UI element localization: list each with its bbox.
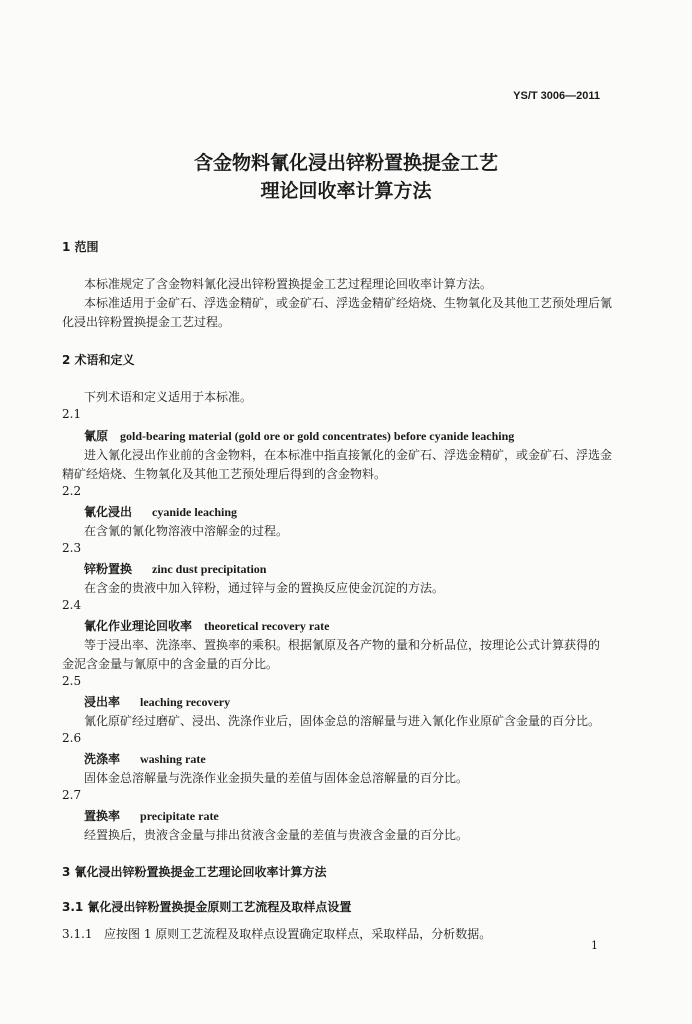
term-zh: 锌粉置换 <box>84 562 133 576</box>
term-2-5 <box>84 693 230 710</box>
term-2-2 <box>84 503 237 520</box>
term-2-5-definition: 氰化原矿经过磨矿、浸出、洗涤作业后，固体金总的溶解量与进入氰化作业原矿含金量的百分比。 <box>84 714 601 728</box>
term-2-1-definition: 进入氰化浸出作业前的含金物料，在本标准中指直接氰化的金矿石、浮选金精矿，或金矿石、浮选金 <box>84 448 613 462</box>
term-2-6 <box>84 750 206 767</box>
term-zh: 氰化浸出 <box>84 505 133 519</box>
term-2-4-definition: 等于浸出率、洗涤率、置换率的乘积。根据氰原及各产物的量和分析品位，按理论公式计算获得的 <box>84 638 601 652</box>
section-1-heading: 1 范围 <box>62 240 99 254</box>
section-2-intro: 下列术语和定义适用于本标准。 <box>84 390 253 404</box>
document-title-line1: 含金物料氰化浸出锌粉置换提金工艺 <box>193 152 498 174</box>
clause-number: 2.4 <box>62 598 82 612</box>
term-en: zinc dust precipitation <box>152 562 267 576</box>
clause-number: 2.2 <box>62 484 82 498</box>
term-2-4 <box>84 617 330 634</box>
term-2-1-definition-cont: 精矿经焙烧、生物氧化及其他工艺预处理后得到的含金物料。 <box>62 467 387 481</box>
clause-number: 2.7 <box>62 788 82 802</box>
term-zh: 洗涤率 <box>84 752 121 766</box>
document-title-line2: 理论回收率计算方法 <box>260 180 432 202</box>
standard-number: YS/T 3006—2011 <box>513 90 600 102</box>
term-2-1 <box>84 427 514 444</box>
term-en: theoretical recovery rate <box>204 619 330 633</box>
term-2-6-definition: 固体金总溶解量与洗涤作业金损失量的差值与固体金总溶解量的百分比。 <box>84 771 469 785</box>
term-zh: 置换率 <box>84 809 121 823</box>
term-en: washing rate <box>140 752 206 766</box>
term-2-7-definition: 经置换后，贵液含金量与排出贫液含金量的差值与贵液含金量的百分比。 <box>84 828 469 842</box>
clause-number: 2.1 <box>62 407 82 421</box>
term-2-3-definition: 在含金的贵液中加入锌粉，通过锌与金的置换反应使金沉淀的方法。 <box>84 581 445 595</box>
term-zh: 氰化作业理论回收率 <box>84 619 193 633</box>
clause-number: 2.5 <box>62 674 82 688</box>
section-2-heading: 2 术语和定义 <box>62 353 135 367</box>
term-zh: 氰原 <box>84 429 109 443</box>
section-1-paragraph-1: 本标准规定了含金物料氰化浸出锌粉置换提金工艺过程理论回收率计算方法。 <box>84 277 493 291</box>
term-en: leaching recovery <box>140 695 231 709</box>
term-zh: 浸出率 <box>84 695 121 709</box>
subsection-3-1-heading: 3.1 氰化浸出锌粉置换提金原则工艺流程及取样点设置 <box>62 900 352 914</box>
term-2-2-definition: 在含氰的氰化物溶液中溶解金的过程。 <box>84 524 289 538</box>
page-number: 1 <box>591 939 598 952</box>
clause-number: 2.3 <box>62 541 82 555</box>
term-en: gold-bearing material (gold ore or gold concentrates) before cyanide leaching <box>120 429 515 443</box>
clause-3-1-1 <box>62 925 491 942</box>
clause-text: 应按图 1 原则工艺流程及取样点设置确定取样点，采取样品，分析数据。 <box>104 927 492 941</box>
clause-number: 3.1.1 <box>62 927 93 941</box>
term-en: cyanide leaching <box>152 505 238 519</box>
term-2-3 <box>84 560 266 577</box>
clause-number: 2.6 <box>62 731 82 745</box>
section-1-paragraph-2: 本标准适用于金矿石、浮选金精矿，或金矿石、浮选金精矿经焙烧、生物氧化及其他工艺预处理后氰 <box>84 296 613 310</box>
section-3-heading: 3 氰化浸出锌粉置换提金工艺理论回收率计算方法 <box>62 865 327 879</box>
term-2-7 <box>84 807 219 824</box>
term-en: precipitate rate <box>140 809 219 823</box>
section-1-paragraph-2-cont: 化浸出锌粉置换提金工艺过程。 <box>62 315 231 329</box>
term-2-4-definition-cont: 金泥含金量与氰原中的含金量的百分比。 <box>62 657 279 671</box>
